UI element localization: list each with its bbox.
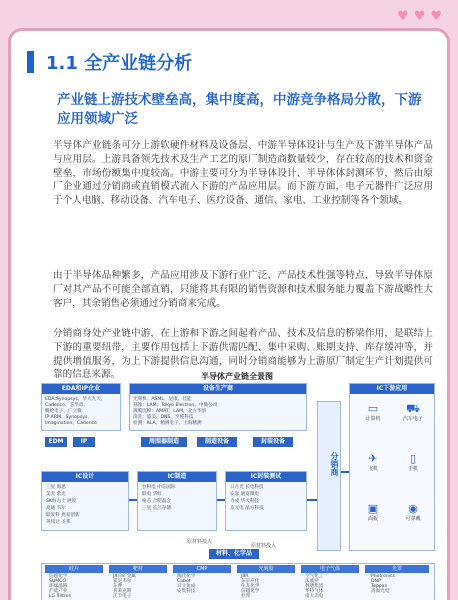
ic-manufacturing-box — [137, 471, 217, 531]
document-card — [8, 28, 450, 600]
industry-chain-diagram — [37, 371, 437, 600]
material-line: 安集科技 — [177, 589, 196, 594]
mfg-line: 格芯 合肥晶合 — [142, 499, 172, 504]
mfg-line: 三星 长江存储 — [142, 506, 172, 511]
material-line: Photronics — [371, 574, 395, 579]
equipment-header: 设备生产商 — [130, 384, 306, 394]
material-line: 霍尼韦尔 — [113, 579, 132, 584]
material-line: 住友化学 — [241, 584, 260, 589]
app-plane — [354, 452, 392, 472]
app-label: 可穿戴 — [405, 516, 421, 522]
design-line: 联发科 兆易创新 — [46, 513, 80, 518]
equipment-line: 光刻机：ASML、尼康、佳能 — [133, 397, 192, 402]
downstream-header: IC下游应用 — [350, 384, 434, 394]
eda-line: IP:ARM、Synopsys、 — [45, 415, 92, 420]
material-line: SUMCO — [49, 579, 67, 584]
ic-design-header: IC设计 — [42, 472, 128, 482]
material-line: 东曹 — [113, 584, 123, 589]
raw-input-label: 原材料投入 — [251, 543, 277, 549]
ic-packaging-box — [225, 471, 307, 531]
mfg-line: 联电 华虹 — [142, 492, 162, 497]
heart-icon: ♥ — [430, 9, 442, 24]
raw-input-label: 原材料投入 — [187, 539, 213, 545]
phone-icon: ▯ — [409, 452, 417, 465]
app-panel — [354, 502, 392, 522]
material-line: 陶氏化学 — [177, 574, 196, 579]
ip-tag: IP — [73, 437, 95, 447]
flow-arrow — [307, 499, 317, 501]
material-line: 环球晶圆 — [49, 584, 68, 589]
equipment-line: 检测：KLA、精测电子、上海精测 — [133, 421, 202, 426]
material-line: 江丰电子 — [113, 594, 132, 599]
app-label: 面板 — [367, 516, 378, 522]
app-label: 手机 — [407, 466, 418, 472]
section-subtitle: 产业链上游技术壁垒高，集中度高，中游竞争格局分散，下游应用领域广泛 — [57, 92, 422, 127]
pkg-line: 京元电 晶方科技 — [230, 506, 264, 511]
distributor-label: 分销商 — [330, 452, 339, 476]
material-line: 法液空 — [305, 579, 319, 584]
material-line: 杜邦 — [241, 594, 251, 599]
material-header: 光刻胶 — [237, 565, 295, 573]
monitor-icon: ▣ — [367, 502, 379, 515]
material-line: 信越化学 — [49, 574, 68, 579]
material-header: 硅片 — [45, 565, 103, 573]
flow-arrow — [129, 499, 137, 501]
material-line: 清溢光电 — [371, 589, 390, 594]
equipment-line: 刻蚀：LAM、Tokyo Electron、中微公司 — [133, 403, 218, 408]
car-icon: ⛟ — [406, 402, 420, 415]
eda-header: EDA和IP企业 — [42, 384, 120, 394]
heading-accent-bar — [27, 51, 34, 73]
material-line: 南大光电 — [305, 594, 324, 599]
mfg-line: 台积电 中芯国际 — [142, 485, 176, 490]
ic-design-box — [41, 471, 129, 531]
design-line: 美光 紫光 — [46, 492, 66, 497]
design-line: 高通 韦尔 — [46, 506, 66, 511]
edm-tag: EDM — [45, 437, 67, 447]
peripheral-tag: 周围器制造 — [141, 437, 187, 447]
app-label: 汽车电子 — [402, 416, 423, 422]
ic-manufacturing-header: IC制造 — [138, 472, 216, 482]
material-line: 东京应化 — [241, 579, 260, 584]
material-line: 林德集团 — [305, 584, 324, 589]
paragraph-1: 半导体产业链条可分上游软硬件材料及设备层、中游半导体设计与生产及下游半导体产品与应用层。上游具备领先技术及生产工艺的原厂制造商数量较少，存在较高的技术和资金壁垒，市场份额集中度较高。中游主要可分为半导体设计、半导体体封测环节，然后由原厂企业通过分销商或直销模式流入下游的产品应用层。而下游方面，电子元器件广泛应用于个人电脑、移动设备、汽车电子、医疗设备、通信、家电、工业控制等各个领域。 — [53, 140, 433, 207]
paragraph-2: 由于半导体品种繁多，产品应用涉及下游行业广泛、产品技术性强等特点，导致半导体原厂对其产品不可能全部直销，只能将其有限的销售资源和技术服务能力覆盖下游战略性大客户，其余销售必须通过分销商来完成。 — [53, 270, 433, 309]
material-line: Cabot — [177, 579, 191, 584]
design-line: 英伟达 圣邦 — [46, 520, 71, 525]
app-computer — [354, 402, 392, 422]
section-heading — [27, 49, 192, 75]
watch-icon: ◉ — [408, 502, 418, 515]
pkg-line: 日月光 长电科技 — [230, 485, 264, 490]
material-header: 电子气体 — [301, 565, 359, 573]
pkg-line: 安靠 通富微电 — [230, 492, 260, 497]
eda-box — [41, 383, 121, 431]
app-phone — [394, 452, 432, 472]
material-line: 普莱克斯 — [113, 589, 132, 594]
material-line: DNP — [371, 579, 381, 584]
decorative-hearts — [397, 10, 442, 23]
distributor-box — [317, 401, 341, 551]
material-header: 靶材 — [109, 565, 167, 573]
downstream-box — [349, 383, 435, 551]
plane-icon: ✈ — [368, 452, 378, 465]
eda-line: Imagination、Cadence — [45, 421, 97, 426]
paragraph-3: 分销商身处产业链中游，在上游和下游之间起着产品、技术及信息的桥梁作用，是联结上下游的重要纽带，主要作用包括上下游供需匹配、集中采购、账期支持、库存缓冲等，并提供增值服务，为上下游提供信息沟通，同时分销商能够为上游原厂制定生产计划提供可靠的信息来源。 — [53, 328, 433, 381]
packaging-tag: 封装设备 — [253, 437, 293, 447]
equipment-line: 清洗：盛美、DNS、至纯科技 — [133, 415, 194, 420]
material-line: 空气化工 — [305, 574, 324, 579]
material-line: LG Siltron — [49, 594, 72, 599]
material-line: Toppan — [371, 584, 388, 589]
ic-packaging-header: IC封装测试 — [226, 472, 306, 482]
app-label: 计算机 — [365, 416, 381, 422]
material-line: 信越化学 — [241, 589, 260, 594]
app-auto — [394, 402, 432, 422]
heart-icon: ♥ — [397, 9, 409, 24]
flow-arrow — [341, 471, 349, 473]
desktop-icon: ▭ — [367, 402, 379, 415]
material-line: 沪硅产业 — [49, 589, 68, 594]
pkg-line: 力成 华天科技 — [230, 499, 260, 504]
eda-line: Cadence、芯华章、 — [45, 403, 88, 408]
material-line: JSR — [241, 574, 249, 579]
eda-line: EDA:Synopsys、华大九天、 — [45, 397, 106, 402]
diagram-title: 半导体产业链全景图 — [201, 372, 273, 381]
material-line: 日立化成 — [177, 584, 196, 589]
section-title: 1.1 全产业链分析 — [46, 53, 193, 74]
manufacturing-tag: 制造设备 — [197, 437, 237, 447]
app-label: 飞机 — [367, 466, 378, 472]
equipment-box — [129, 383, 307, 431]
material-header: 光罩 — [365, 565, 429, 573]
heart-icon: ♥ — [413, 9, 426, 24]
design-line: 三星 海思 — [46, 485, 66, 490]
eda-line: 概伦电子、广立微 — [45, 409, 82, 414]
flow-arrow — [217, 499, 225, 501]
material-line: 华特气体 — [305, 589, 324, 594]
design-line: SK海力士 展锐 — [46, 499, 77, 504]
app-wearable — [394, 502, 432, 522]
materials-tag: 材料、化学品 — [209, 549, 259, 559]
equipment-line: 薄膜沉积：AMAT、LAM、北方华创 — [133, 409, 207, 414]
material-header: CMP — [173, 565, 231, 573]
material-line: JX日矿金属 — [113, 574, 136, 579]
